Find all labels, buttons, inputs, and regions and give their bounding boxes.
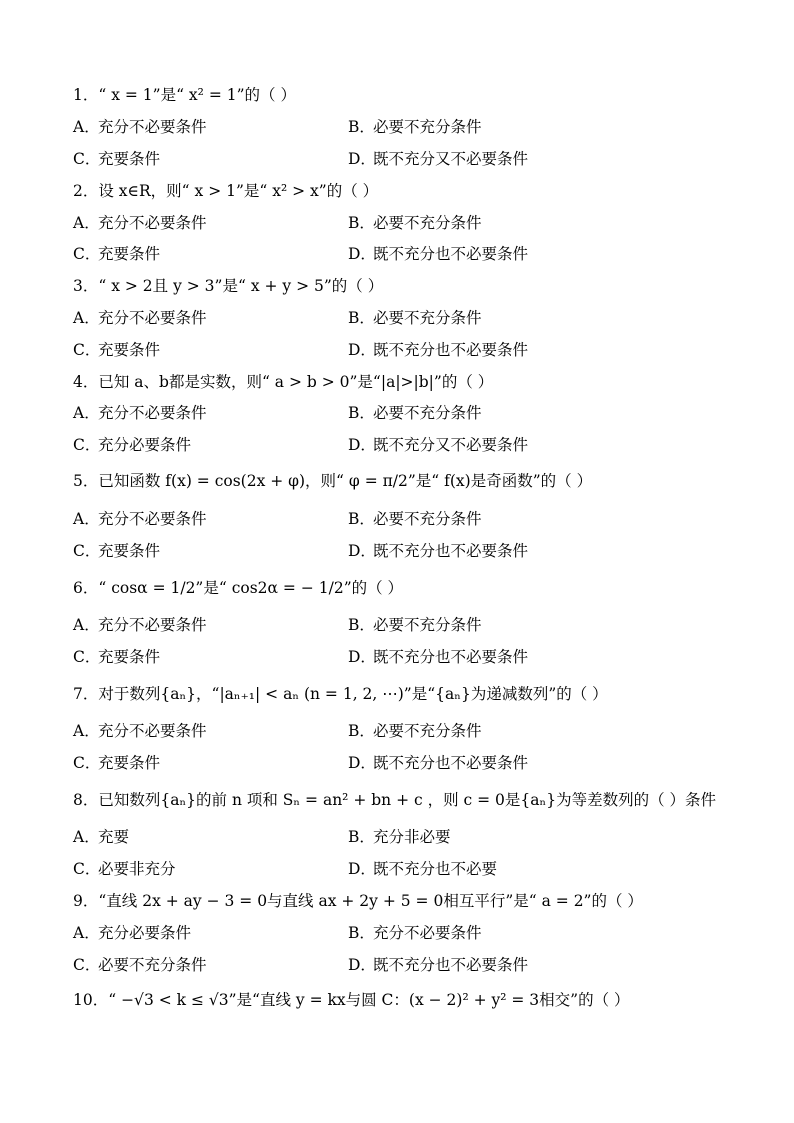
option-text: 既不充分又不必要条件 <box>373 150 529 168</box>
question-4-option-a <box>73 403 207 423</box>
option-letter: A． <box>73 828 100 846</box>
option-text: 必要不充分条件 <box>98 956 207 974</box>
question-1-stem: 1．“ x = 1”是“ x² = 1”的（ ） <box>73 86 296 104</box>
option-letter: C． <box>73 860 101 878</box>
option-letter: B． <box>348 828 375 846</box>
option-text: 充分不必要条件 <box>373 924 482 942</box>
option-text: 充分不必要条件 <box>98 510 207 528</box>
option-letter: C． <box>73 542 101 560</box>
option-letter: C． <box>73 245 101 263</box>
option-letter: D． <box>348 150 376 168</box>
question-10-stem: 10．“ −√3 < k ≤ √3”是“直线 y = kx与圆 C：(x − 2)² + y² = 3相交”的（ ） <box>73 991 630 1009</box>
option-text: 充要 <box>98 828 130 846</box>
option-text: 必要不充分条件 <box>373 404 482 422</box>
question-2-option-b <box>348 213 482 233</box>
option-letter: C． <box>73 436 101 454</box>
option-letter: B． <box>348 404 375 422</box>
question-3-stem: 3．“ x > 2且 y > 3”是“ x + y > 5”的（ ） <box>73 277 384 295</box>
option-text: 必要不充分条件 <box>373 214 482 232</box>
option-text: 必要非充分 <box>98 860 176 878</box>
question-4-option-d <box>348 435 528 455</box>
option-text: 充分必要条件 <box>98 436 192 454</box>
question-1-option-c <box>73 149 160 169</box>
option-letter: D． <box>348 648 376 666</box>
question-7-option-d <box>348 753 528 773</box>
question-2-option-c <box>73 244 160 264</box>
option-text: 充要条件 <box>98 341 161 359</box>
question-2-option-a <box>73 213 207 233</box>
option-text: 充要条件 <box>98 245 161 263</box>
question-3-option-d <box>348 340 528 360</box>
question-8-stem: 8．已知数列{aₙ}的前 n 项和 Sₙ = an² + bn + c ，则 c = 0是{aₙ}为等差数列的（ ）条件 <box>73 791 717 809</box>
option-letter: C． <box>73 754 101 772</box>
option-letter: C． <box>73 648 101 666</box>
question-4-option-b <box>348 403 482 423</box>
option-text: 既不充分也不必要条件 <box>373 956 529 974</box>
question-9-option-c <box>73 955 207 975</box>
option-text: 充分不必要条件 <box>98 309 207 327</box>
option-letter: C． <box>73 956 101 974</box>
option-letter: B． <box>348 722 375 740</box>
option-letter: B． <box>348 510 375 528</box>
option-text: 既不充分也不必要条件 <box>373 648 529 666</box>
question-8-option-d <box>348 859 497 879</box>
option-text: 充分不必要条件 <box>98 616 207 634</box>
option-letter: A． <box>73 722 100 740</box>
question-7-option-a <box>73 721 207 741</box>
option-text: 必要不充分条件 <box>373 309 482 327</box>
option-text: 既不充分也不必要 <box>373 860 498 878</box>
question-4-stem: 4．已知 a、b都是实数，则“ a > b > 0”是“|a|>|b|”的（ ） <box>73 373 494 391</box>
question-9-option-a <box>73 923 191 943</box>
question-6-option-b <box>348 615 482 635</box>
question-1-option-b <box>348 117 482 137</box>
option-letter: A． <box>73 214 100 232</box>
option-text: 充分非必要 <box>373 828 451 846</box>
option-text: 充要条件 <box>98 648 161 666</box>
question-5-option-a <box>73 509 207 529</box>
question-2-stem: 2．设 x∈R，则“ x > 1”是“ x² > x”的（ ） <box>73 182 379 200</box>
option-text: 必要不充分条件 <box>373 118 482 136</box>
option-text: 充分不必要条件 <box>98 118 207 136</box>
question-6-stem: 6．“ cosα = 1/2”是“ cos2α = − 1/2”的（ ） <box>73 579 404 597</box>
option-letter: D． <box>348 956 376 974</box>
option-letter: B． <box>348 924 375 942</box>
option-letter: B． <box>348 309 375 327</box>
option-text: 既不充分也不必要条件 <box>373 341 529 359</box>
question-7-option-c <box>73 753 160 773</box>
question-7-stem: 7．对于数列{aₙ}，“|aₙ₊₁| < aₙ (n = 1, 2, ⋯)”是“{aₙ}为递减数列”的（ ） <box>73 685 608 703</box>
option-letter: A． <box>73 404 100 422</box>
question-6-option-d <box>348 647 528 667</box>
question-8-option-c <box>73 859 176 879</box>
question-5-option-b <box>348 509 482 529</box>
question-9-stem: 9．“直线 2x + ay − 3 = 0与直线 ax + 2y + 5 = 0相互平行”是“ a = 2”的（ ） <box>73 892 643 910</box>
option-letter: B． <box>348 616 375 634</box>
question-9-option-b <box>348 923 482 943</box>
option-letter: B． <box>348 214 375 232</box>
option-text: 必要不充分条件 <box>373 616 482 634</box>
option-text: 既不充分也不必要条件 <box>373 245 529 263</box>
question-3-option-c <box>73 340 160 360</box>
question-5-option-d <box>348 541 528 561</box>
option-letter: A． <box>73 924 100 942</box>
option-letter: A． <box>73 616 100 634</box>
option-text: 充分不必要条件 <box>98 214 207 232</box>
option-text: 充分必要条件 <box>98 924 192 942</box>
option-text: 充要条件 <box>98 754 161 772</box>
option-text: 充分不必要条件 <box>98 404 207 422</box>
option-letter: D． <box>348 245 376 263</box>
question-7-option-b <box>348 721 482 741</box>
question-5-option-c <box>73 541 160 561</box>
question-6-option-c <box>73 647 160 667</box>
option-letter: B． <box>348 118 375 136</box>
option-letter: C． <box>73 150 101 168</box>
option-text: 必要不充分条件 <box>373 722 482 740</box>
option-letter: C． <box>73 341 101 359</box>
option-letter: D． <box>348 754 376 772</box>
question-5-stem: 5．已知函数 f(x) = cos(2x + φ)，则“ φ = π/2”是“ f(x)是奇函数”的（ ） <box>73 472 593 490</box>
option-letter: D． <box>348 436 376 454</box>
question-4-option-c <box>73 435 191 455</box>
question-1-option-d <box>348 149 528 169</box>
option-text: 充要条件 <box>98 542 161 560</box>
question-3-option-a <box>73 308 207 328</box>
option-text: 既不充分又不必要条件 <box>373 436 529 454</box>
option-text: 既不充分也不必要条件 <box>373 754 529 772</box>
option-text: 充分不必要条件 <box>98 722 207 740</box>
option-letter: A． <box>73 510 100 528</box>
question-9-option-d <box>348 955 528 975</box>
option-letter: D． <box>348 341 376 359</box>
question-6-option-a <box>73 615 207 635</box>
question-3-option-b <box>348 308 482 328</box>
question-1-option-a <box>73 117 207 137</box>
option-letter: D． <box>348 860 376 878</box>
option-text: 必要不充分条件 <box>373 510 482 528</box>
option-letter: D． <box>348 542 376 560</box>
option-letter: A． <box>73 118 100 136</box>
option-letter: A． <box>73 309 100 327</box>
option-text: 既不充分也不必要条件 <box>373 542 529 560</box>
option-text: 充要条件 <box>98 150 161 168</box>
question-8-option-a <box>73 827 129 847</box>
question-2-option-d <box>348 244 528 264</box>
question-8-option-b <box>348 827 451 847</box>
